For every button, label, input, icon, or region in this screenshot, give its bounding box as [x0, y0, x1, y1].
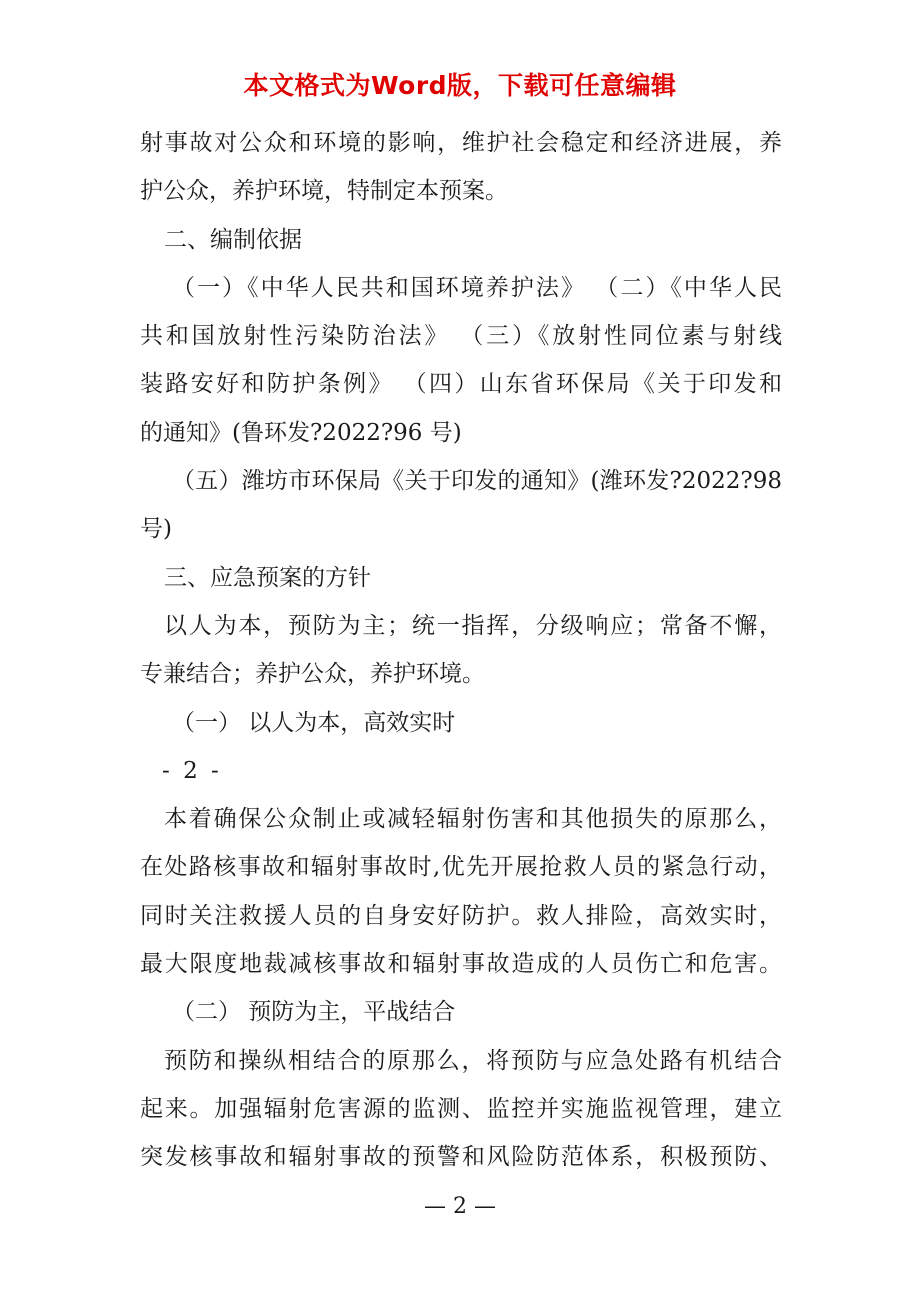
page-marker: - 2 - — [162, 757, 222, 784]
document-body — [140, 119, 782, 1182]
paragraph-line: 以人为本，预防为主；统一指挥，分级响应；常备不懈， — [164, 612, 782, 639]
paragraph-line: 的通知》(鲁环发?2022?96 号) — [140, 419, 462, 446]
paragraph-line: 专兼结合；养护公众，养护环境。 — [140, 661, 485, 688]
paragraph-line: 号) — [140, 516, 172, 543]
paragraph-line: 共和国放射性污染防治法》 （三）《放射性同位素与射线 — [140, 323, 782, 350]
section-heading: 二、编制依据 — [164, 226, 302, 253]
paragraph-line: 射事故对公众和环境的影响，维护社会稳定和经济进展，养 — [140, 130, 782, 156]
paragraph-line: 装路安好和防护条例》 （四）山东省环保局《关于印发和 — [140, 371, 782, 398]
paragraph-line: 预防和操纵相结合的原那么，将预防与应急处路有机结合 — [164, 1047, 782, 1074]
paragraph-line: 本着确保公众制止或减轻辐射伤害和其他损失的原那么， — [164, 806, 782, 833]
document-banner: 本文格式为Word版，下载可任意编辑 — [243, 71, 677, 100]
subsection-heading: （一） 以人为本，高效实时 — [172, 709, 456, 736]
paragraph-line: 护公众，养护环境，特制定本预案。 — [140, 178, 508, 205]
paragraph-line: 起来。加强辐射危害源的监测、监控并实施监视管理，建立 — [140, 1095, 782, 1122]
section-heading: 三、应急预案的方针 — [164, 564, 371, 591]
paragraph-line: 突发核事故和辐射事故的预警和风险防范体系，积极预防、 — [140, 1144, 782, 1171]
paragraph-line: （五）潍坊市环保局《关于印发的通知》(潍环发?2022?98 — [172, 468, 782, 495]
subsection-heading: （二） 预防为主，平战结合 — [172, 999, 456, 1026]
page-number-footer: — 2 — — [424, 1194, 496, 1219]
paragraph-line: 同时关注救援人员的自身安好防护。救人排险，高效实时， — [140, 902, 782, 929]
paragraph-line: 在处路核事故和辐射事故时,优先开展抢救人员的紧急行动， — [140, 854, 782, 881]
paragraph-line: （一）《中华人民共和国环境养护法》 （二）《中华人民 — [172, 274, 782, 301]
paragraph-line: 最大限度地裁减核事故和辐射事故造成的人员伤亡和危害。 — [140, 951, 782, 978]
